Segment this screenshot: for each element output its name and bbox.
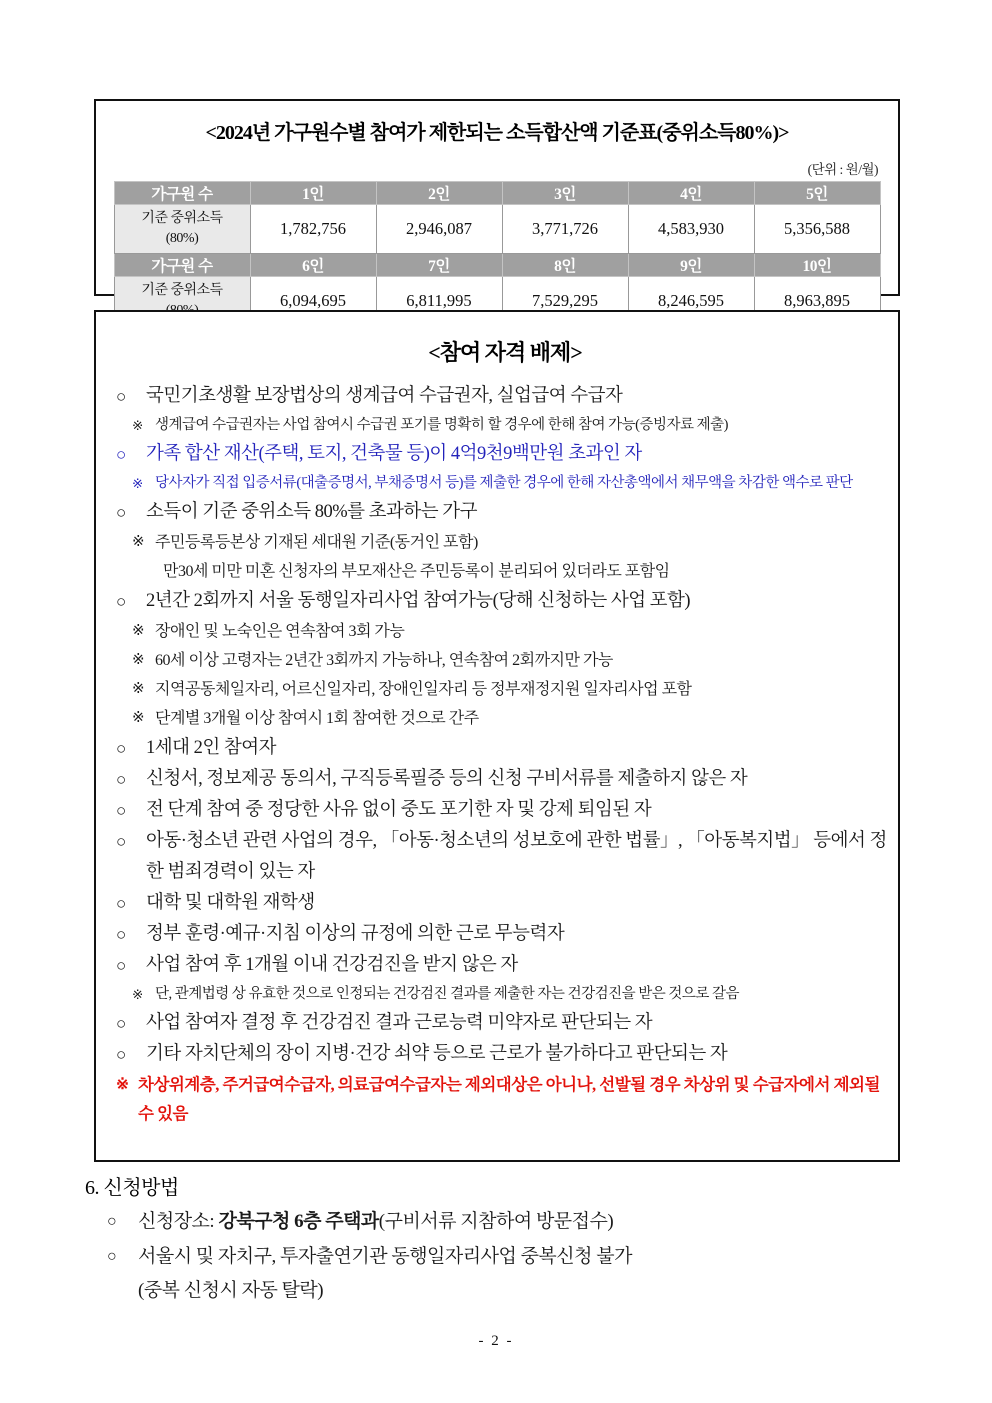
col-header: 5인: [754, 182, 880, 205]
exclusion-item-text: 사업 참여자 결정 후 건강검진 결과 근로능력 미약자로 판단되는 자: [146, 1013, 653, 1033]
exclusion-note: [116, 617, 894, 646]
exclusion-item-text: 기타 자치단체의 장이 지병·건강 쇠약 등으로 근로가 불가하다고 판단되는 자: [146, 1044, 728, 1064]
note-marker-icon: ※: [132, 623, 145, 639]
exclusion-item: [116, 888, 894, 919]
exclusion-item-text: 아동·청소년 관련 사업의 경우, 「아동·청소년의 성보호에 관한 법률」, 「아동복지법」 등에서 정한 범죄경력이 있는 자: [146, 831, 887, 882]
exclusion-item-text: 정부 훈령·예규·지침 이상의 규정에 의한 근로 무능력자: [146, 924, 565, 944]
income-value: 7,529,295: [502, 277, 628, 326]
col-header: 4인: [628, 182, 754, 205]
exclusion-note: [116, 981, 894, 1008]
exclusion-note-continuation: [116, 557, 894, 586]
circle-bullet-icon: ○: [107, 1248, 117, 1265]
exclusion-item-text: 1세대 2인 참여자: [146, 738, 276, 758]
note-marker-icon: ※: [132, 710, 145, 726]
circle-bullet-icon: ○: [116, 770, 126, 789]
col-header: 7인: [376, 254, 502, 277]
page-number: - 2 -: [478, 1333, 514, 1349]
exclusion-note-text: 단계별 3개월 이상 참여시 1회 참여한 것으로 간주: [155, 710, 479, 727]
exclusion-item-text: 신청서, 정보제공 동의서, 구직등록필증 등의 신청 구비서류를 제출하지 않은 자: [146, 769, 748, 789]
exclusion-note: [116, 412, 894, 439]
exclusion-item: [116, 950, 894, 981]
col-header: 2인: [376, 182, 502, 205]
exclusion-item-text: 가족 합산 재산(주택, 토지, 건축물 등)이 4억9천9백만원 초과인 자: [146, 444, 642, 464]
application-item-text: 서울시 및 자치구, 투자출연기관 동행일자리사업 중복신청 불가: [138, 1246, 632, 1267]
exclusion-item: [116, 919, 894, 950]
circle-bullet-icon: ○: [116, 1014, 126, 1033]
household-size-header: 가구원 수: [114, 182, 250, 205]
circle-bullet-icon: ○: [116, 739, 126, 758]
exclusion-item-text: 사업 참여 후 1개월 이내 건강검진을 받지 않은 자: [146, 955, 518, 975]
circle-bullet-icon: ○: [116, 503, 126, 522]
exclusion-item: [116, 1039, 894, 1070]
table-header-row: [114, 254, 880, 277]
exclusion-criteria-box: [94, 310, 900, 1162]
exclusion-item: [116, 795, 894, 826]
table-value-row: [114, 205, 880, 254]
exclusion-item-text: 전 단계 참여 중 정당한 사유 없이 중도 포기한 자 및 강제 퇴임된 자: [146, 800, 652, 820]
exclusion-note-text: 단, 관계법령 상 유효한 것으로 인정되는 건강검진 결과를 제출한 자는 건강검진을 받은 것으로 갈음: [155, 986, 740, 1002]
exclusion-item: [116, 764, 894, 795]
exclusion-note: [116, 646, 894, 675]
exclusion-note-text: 주민등록등본상 기재된 세대원 기준(동거인 포함): [155, 534, 478, 551]
col-header: 6인: [250, 254, 376, 277]
exclusion-item: [116, 826, 894, 888]
exclusion-item: [116, 1008, 894, 1039]
exclusion-note: [116, 528, 894, 557]
exclusion-note: [116, 704, 894, 733]
income-table-title: <2024년 가구원수별 참여가 제한되는 소득합산액 기준표(중위소득80%)>: [205, 122, 789, 144]
circle-bullet-icon: ○: [116, 925, 126, 944]
col-header: 1인: [250, 182, 376, 205]
exclusion-note: [116, 470, 894, 497]
exclusion-note-text: 60세 이상 고령자는 2년간 3회까지 가능하나, 연속참여 2회까지만 가능: [155, 652, 613, 669]
income-value: 8,246,595: [628, 277, 754, 326]
note-marker-icon: ※: [132, 681, 145, 697]
note-marker-icon: ※: [132, 534, 145, 550]
income-value: 4,583,930: [628, 205, 754, 254]
income-value: 2,946,087: [376, 205, 502, 254]
application-item-continuation: (중복 신청시 자동 탈락): [138, 1280, 324, 1301]
circle-bullet-icon: ○: [116, 445, 126, 464]
exclusion-note-text: 지역공동체일자리, 어르신일자리, 장애인일자리 등 정부재정지원 일자리사업 포함: [155, 681, 692, 698]
exclusion-note-text: 장애인 및 노숙인은 연속참여 3회 가능: [155, 623, 405, 640]
exclusion-note-text: 생계급여 수급권자는 사업 참여시 수급권 포기를 명확히 할 경우에 한해 참여 가능(증빙자료 제출): [155, 417, 728, 433]
exclusion-item-text: 2년간 2회까지 서울 동행일자리사업 참여가능(당해 신청하는 사업 포함): [146, 591, 691, 611]
exclusion-item-text: 국민기초생활 보장법상의 생계급여 수급권자, 실업급여 수급자: [146, 386, 623, 406]
circle-bullet-icon: ○: [116, 956, 126, 975]
income-value: 1,782,756: [250, 205, 376, 254]
circle-bullet-icon: ○: [116, 592, 126, 611]
col-header: 3인: [502, 182, 628, 205]
circle-bullet-icon: ○: [116, 387, 126, 406]
exclusion-item: [116, 733, 894, 764]
income-value: 3,771,726: [502, 205, 628, 254]
unit-label: (단위 : 원/월): [807, 162, 878, 177]
note-marker-icon: ※: [116, 1076, 129, 1093]
income-criteria-box: [94, 99, 900, 310]
application-item: [85, 1204, 930, 1239]
exclusion-box-title: <참여 자격 배제>: [428, 340, 582, 365]
col-header: 9인: [628, 254, 754, 277]
note-marker-icon: ※: [132, 652, 145, 668]
circle-bullet-icon: ○: [116, 832, 126, 851]
income-row-label: 기준 중위소득: [114, 277, 250, 326]
income-value: 8,963,895: [754, 277, 880, 326]
income-criteria-table: [114, 181, 881, 326]
income-value: 5,356,588: [754, 205, 880, 254]
circle-bullet-icon: ○: [116, 1045, 126, 1064]
exclusion-warning-text: 차상위계층, 주거급여수급자, 의료급여수급자는 제외대상은 아니나, 선발될 경우 차상위 및 수급자에서 제외될 수 있음: [138, 1075, 880, 1123]
exclusion-item-text: 대학 및 대학원 재학생: [146, 893, 315, 913]
exclusion-item: [116, 439, 894, 470]
circle-bullet-icon: ○: [116, 894, 126, 913]
note-marker-icon: ※: [132, 418, 143, 433]
table-header-row: [114, 182, 880, 205]
exclusion-item: [116, 586, 894, 617]
exclusion-item-text: 소득이 기준 중위소득 80%를 초과하는 가구: [146, 502, 477, 522]
income-row-label: 기준 중위소득 (80%): [114, 205, 250, 254]
section-heading: 6. 신청방법: [85, 1177, 179, 1199]
exclusion-note-text: 만30세 미만 미혼 신청자의 부모재산은 주민등록이 분리되어 있더라도 포함임: [163, 563, 670, 580]
application-item-text: 신청장소: 강북구청 6층 주택과(구비서류 지참하여 방문접수): [138, 1211, 614, 1232]
col-header: 8인: [502, 254, 628, 277]
exclusion-note-text: 당사자가 직접 입증서류(대출증명서, 부채증명서 등)를 제출한 경우에 한해 자산총액에서 채무액을 차감한 액수로 판단: [155, 475, 853, 491]
exclusion-note: [116, 675, 894, 704]
circle-bullet-icon: ○: [107, 1213, 117, 1230]
application-item: [85, 1239, 930, 1274]
col-header: 10인: [754, 254, 880, 277]
circle-bullet-icon: ○: [116, 801, 126, 820]
income-value: 6,811,995: [376, 277, 502, 326]
household-size-header: 가구원 수: [114, 254, 250, 277]
exclusion-item: [116, 497, 894, 528]
exclusion-warning-note: [116, 1070, 894, 1128]
exclusion-item: [116, 381, 894, 412]
income-value: 6,094,695: [250, 277, 376, 326]
application-place-bold: 강북구청 6층 주택과: [218, 1211, 379, 1232]
application-method-section: [85, 1172, 930, 1307]
note-marker-icon: ※: [132, 476, 143, 491]
note-marker-icon: ※: [132, 987, 143, 1002]
